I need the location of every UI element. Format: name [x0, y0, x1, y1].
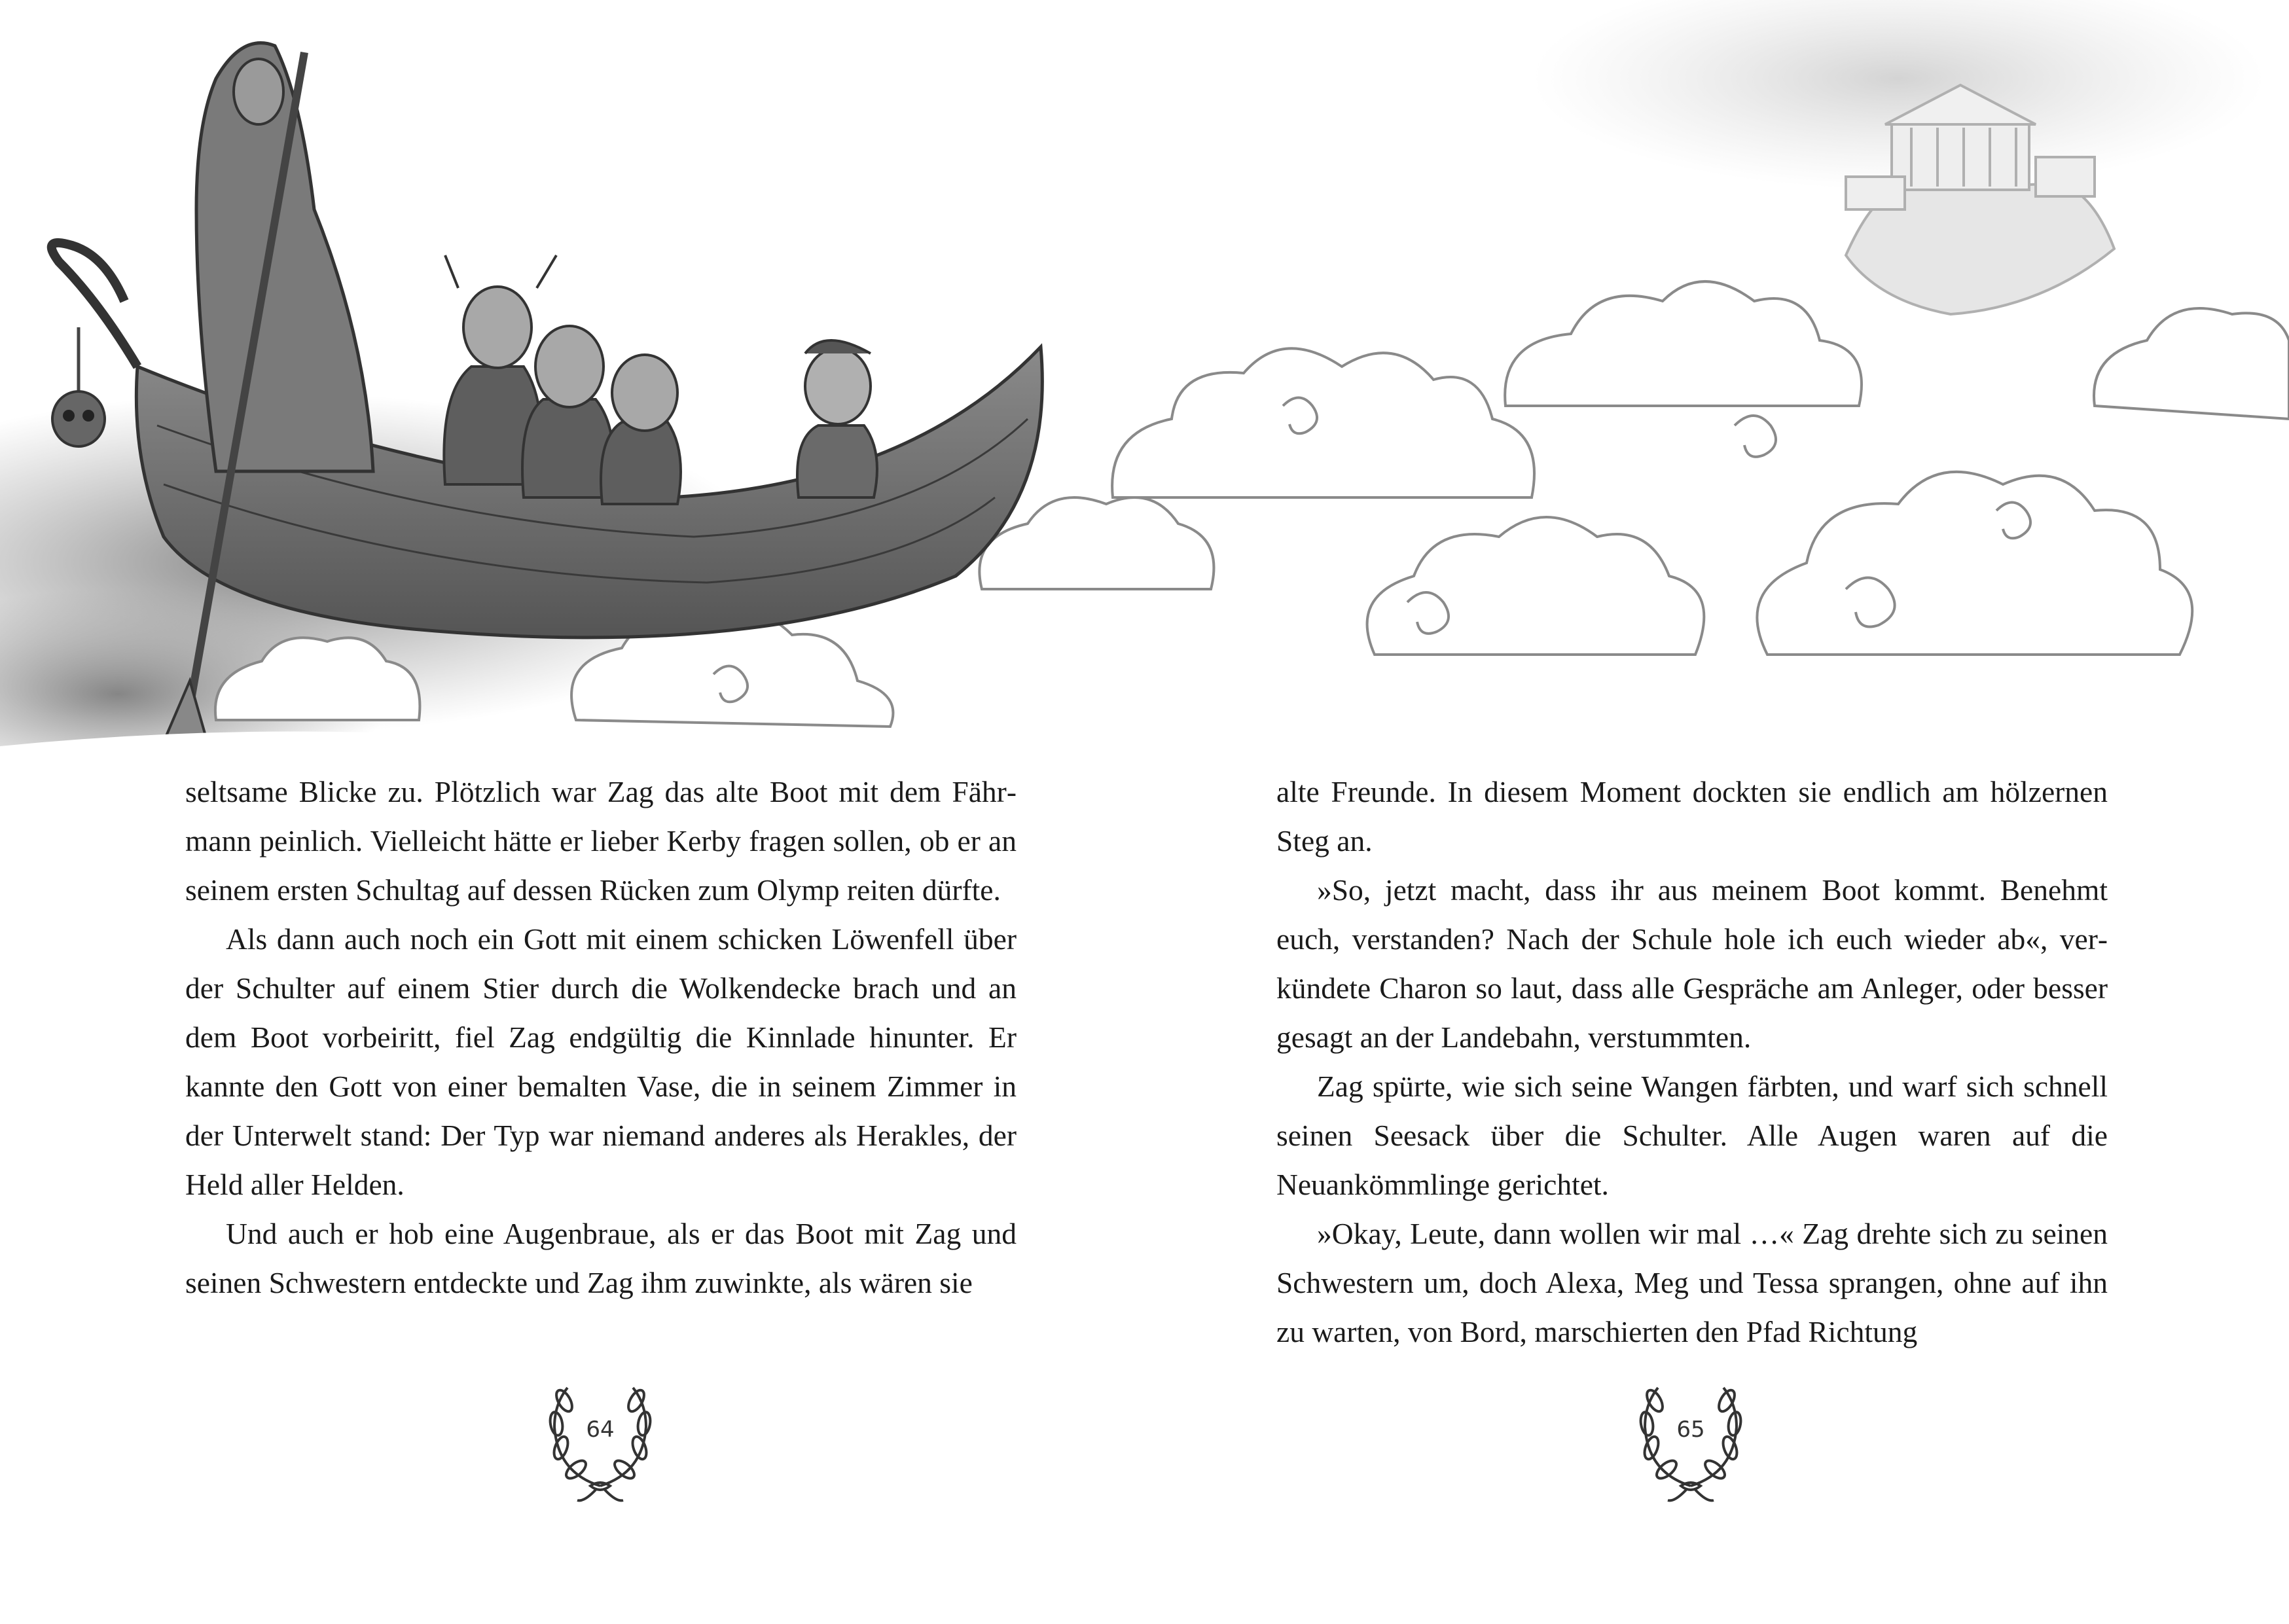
laurel-wreath-right — [1629, 1375, 1753, 1506]
right-page-body — [1276, 767, 2108, 1356]
page-number-right: 65 — [1676, 1416, 1705, 1443]
children-passengers — [444, 255, 877, 504]
page-number-left: 64 — [586, 1416, 615, 1443]
right-paragraph-4: »Okay, Leute, dann wollen wir mal …« Zag drehte sich zu seinen Schwestern um, doch Alexa, Meg und Tessa sprangen, ohne auf ihn zu warten, von Bord, marschierten den Pfad Richtung — [1276, 1217, 2108, 1348]
left-page-body — [185, 767, 1017, 1307]
right-paragraph-3: Zag spürte, wie sich seine Wangen färbten, und warf sich schnell seinen Seesack über die Schulter. Alle Augen waren auf die Neuankömmlinge gerichtet. — [1276, 1070, 2108, 1201]
right-paragraph-2: »So, jetzt macht, dass ihr aus meinem Boot kommt. Benehmt euch, verstanden? Nach der Schule hole ich euch wieder ab«, verkündete Charon so laut, dass alle Gespräche am Anleger, oder besser gesagt an der Landebahn, verstummten. — [1276, 873, 2108, 1054]
left-paragraph-2: Als dann auch noch ein Gott mit einem schicken Löwenfell über der Schulter auf einem Stier durch die Wolkendecke brach und an dem Boot vorbeiritt, fiel Zag endgültig die Kinnlade hinunter. Er kannte den Gott von einer bemalten Vase, die in seinem Zimmer in der Unterwelt stand: Der Typ war niemand anderes als Herakles, der Held aller Helden. — [185, 922, 1017, 1201]
laurel-wreath-left — [538, 1375, 662, 1506]
left-paragraph-1: seltsame Blicke zu. Plötzlich war Zag das alte Boot mit dem Fährmann peinlich. Vielleicht hätte er lieber Kerby fragen sollen, ob er an seinem ersten Schultag auf dessen Rücken zum Olymp reiten dürfte. — [185, 775, 1017, 907]
illustration-ferry-to-olympus — [0, 0, 2289, 772]
right-paragraph-1: alte Freunde. In diesem Moment dockten sie endlich am hölzernen Steg an. — [1276, 775, 2108, 857]
left-paragraph-3: Und auch er hob eine Augenbraue, als er das Boot mit Zag und seinen Schwestern entdeckte und Zag ihm zuwinkte, als wären sie — [185, 1217, 1017, 1299]
